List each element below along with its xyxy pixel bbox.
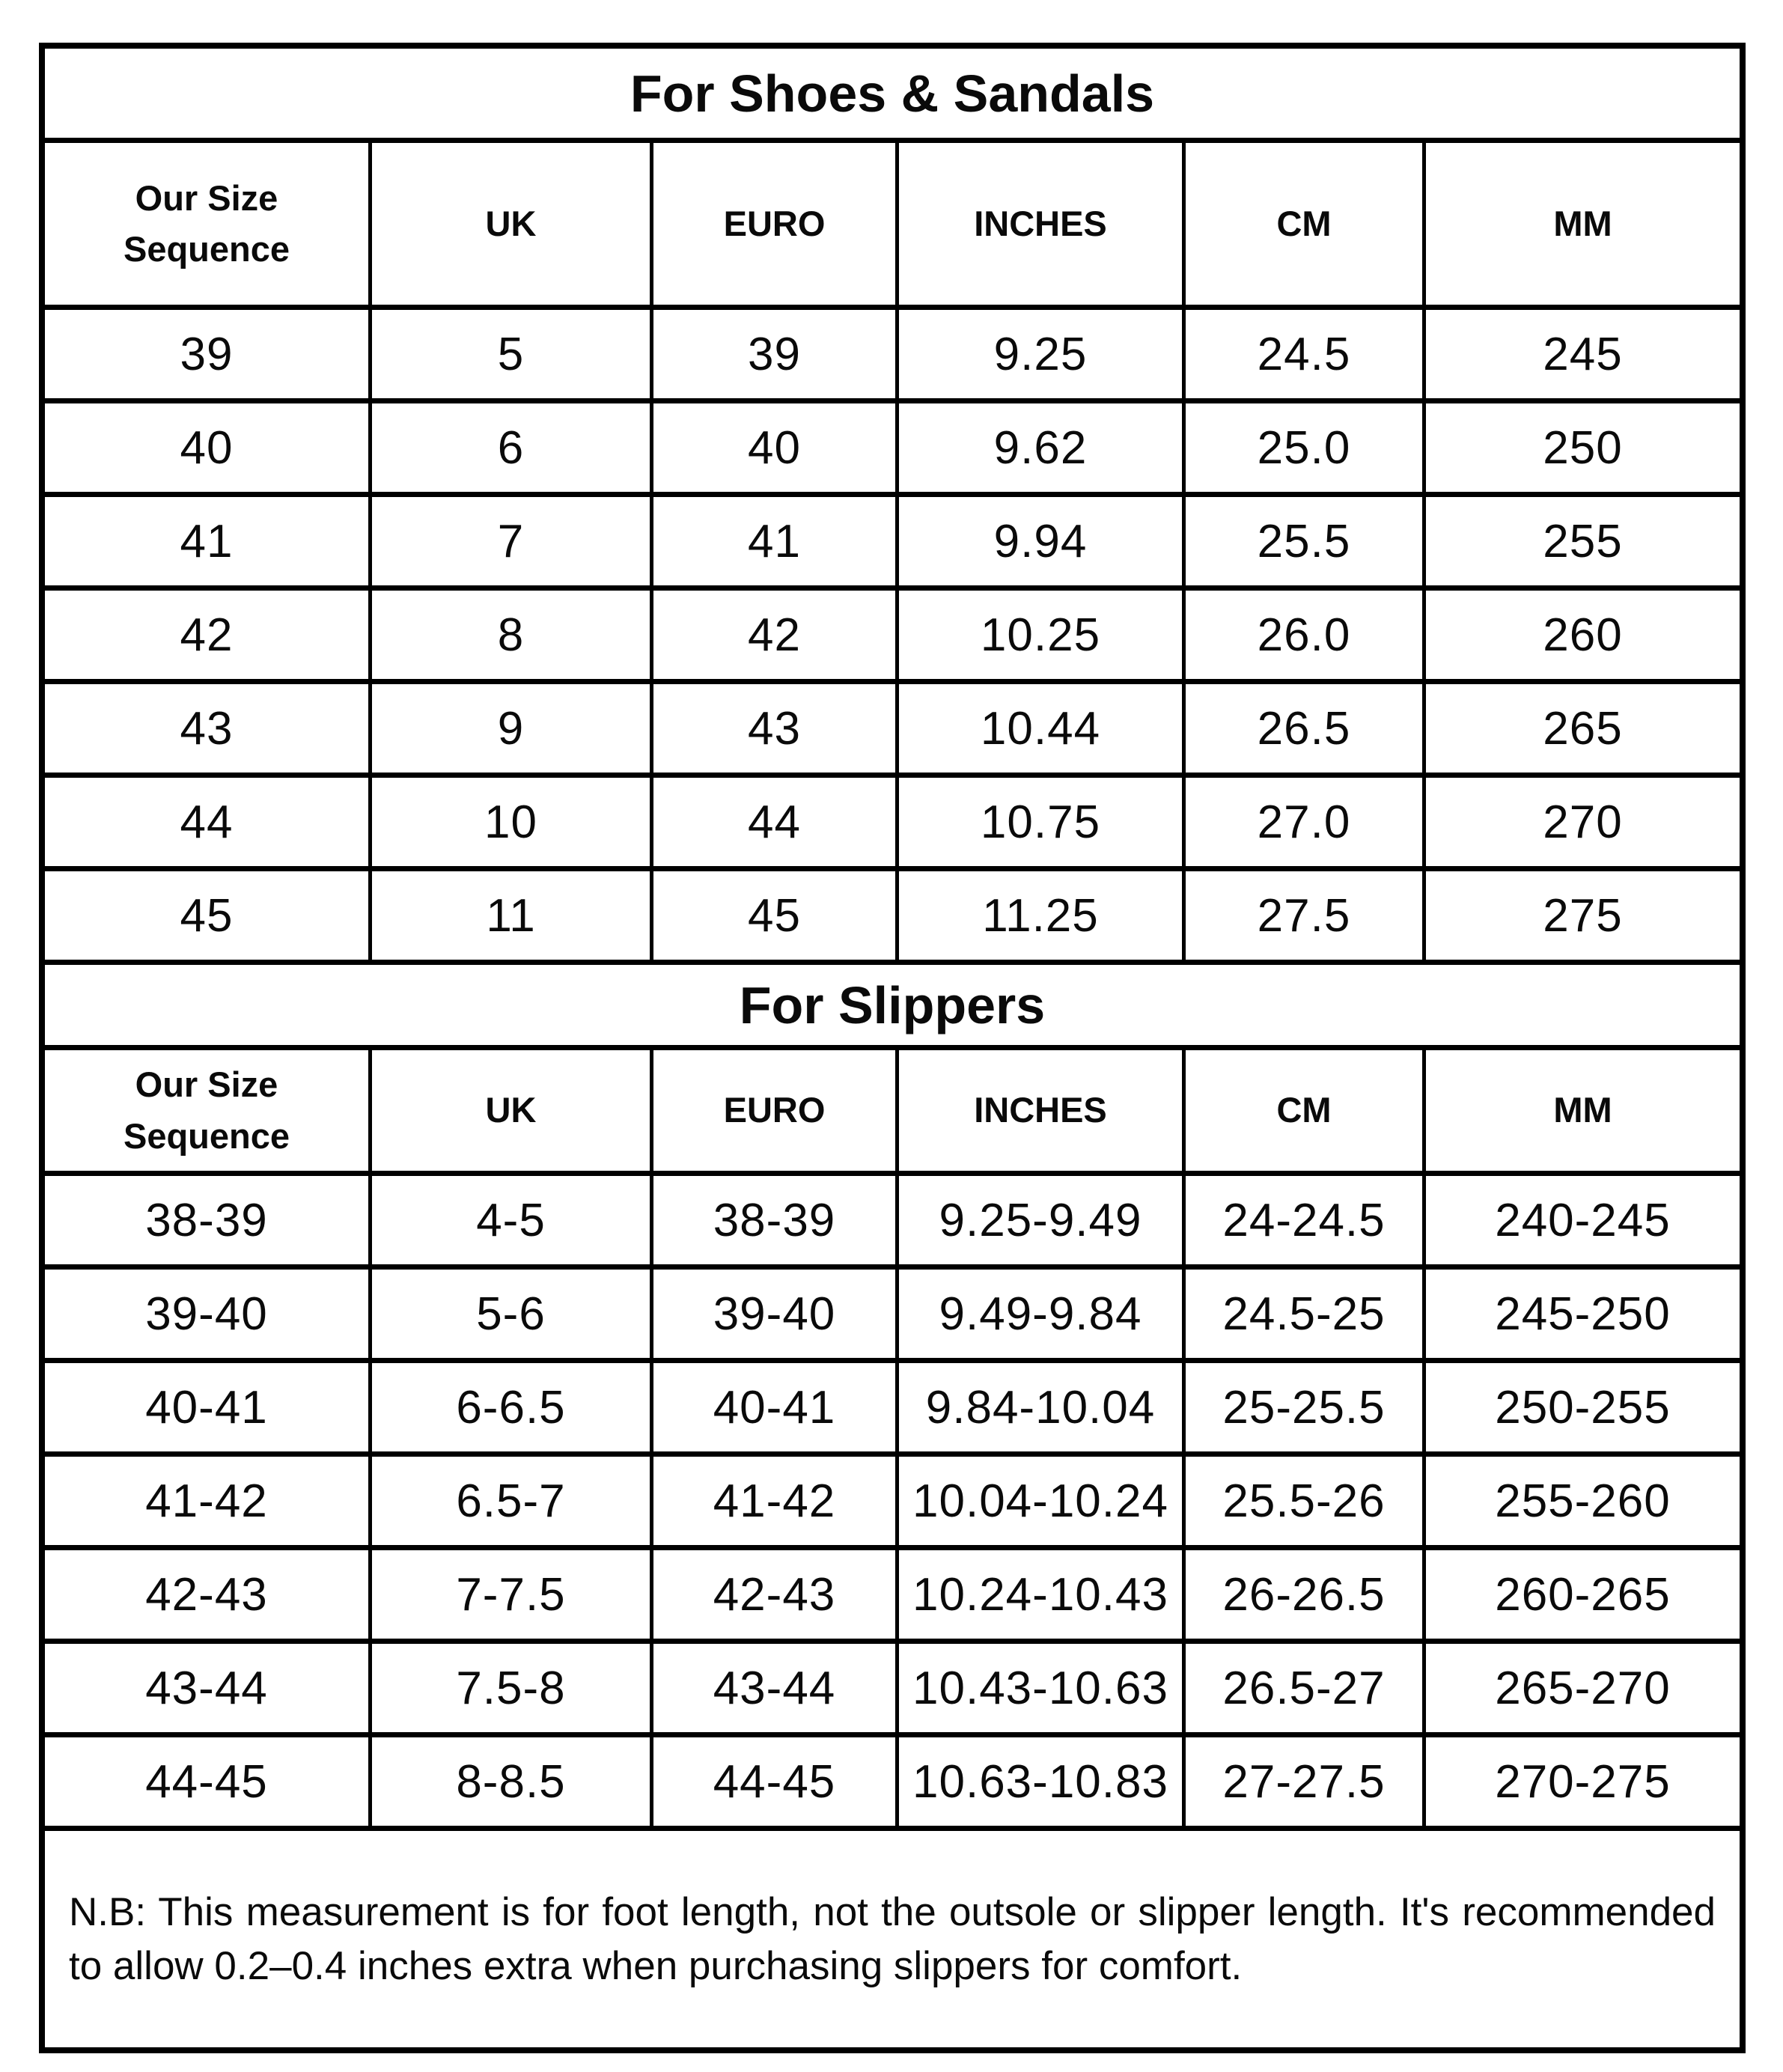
column-header-euro: EURO xyxy=(653,1050,899,1171)
table-cell: 44 xyxy=(653,778,899,866)
table-cell: 26.5 xyxy=(1186,684,1426,773)
table-cell: 39 xyxy=(653,310,899,398)
table-row xyxy=(45,1550,1740,1644)
table-cell: 44-45 xyxy=(653,1737,899,1826)
table-cell: 40-41 xyxy=(653,1363,899,1451)
table-cell: 44 xyxy=(45,778,372,866)
column-header-uk: UK xyxy=(372,143,653,305)
table-cell: 7.5-8 xyxy=(372,1644,653,1732)
table-cell: 43-44 xyxy=(45,1644,372,1732)
table-cell: 25.5-26 xyxy=(1186,1457,1426,1545)
column-header-our-size: Our Size Sequence xyxy=(45,1050,372,1171)
table-cell: 9.49-9.84 xyxy=(899,1270,1186,1358)
table-cell: 40 xyxy=(45,403,372,492)
table-cell: 5 xyxy=(372,310,653,398)
shoes-sandals-header-row xyxy=(45,143,1740,310)
slippers-header-row xyxy=(45,1050,1740,1176)
table-cell: 7 xyxy=(372,497,653,585)
column-header-mm: MM xyxy=(1553,1090,1612,1130)
table-cell: 240-245 xyxy=(1495,1194,1671,1246)
slippers-title: For Slippers xyxy=(739,975,1046,1035)
table-cell: 10.24-10.43 xyxy=(899,1550,1186,1639)
table-cell: 43 xyxy=(653,684,899,773)
table-cell: 25-25.5 xyxy=(1186,1363,1426,1451)
table-cell: 11.25 xyxy=(899,871,1186,960)
table-cell: 27.5 xyxy=(1186,871,1426,960)
table-cell: 8 xyxy=(372,591,653,679)
column-header-euro: EURO xyxy=(653,143,899,305)
table-cell: 41-42 xyxy=(653,1457,899,1545)
shoes-sandals-title-row xyxy=(45,49,1740,143)
table-row xyxy=(45,1737,1740,1831)
table-cell: 10.25 xyxy=(899,591,1186,679)
table-cell: 265 xyxy=(1543,702,1623,755)
table-cell: 26.5-27 xyxy=(1186,1644,1426,1732)
shoes-sandals-title: For Shoes & Sandals xyxy=(630,64,1155,123)
table-cell: 27.0 xyxy=(1186,778,1426,866)
footnote-row xyxy=(45,1831,1740,2047)
column-header-inches: INCHES xyxy=(899,143,1186,305)
table-cell: 39 xyxy=(45,310,372,398)
table-cell: 40 xyxy=(653,403,899,492)
table-cell: 24-24.5 xyxy=(1186,1176,1426,1264)
table-cell: 42 xyxy=(653,591,899,679)
table-cell: 39-40 xyxy=(653,1270,899,1358)
table-cell: 40-41 xyxy=(45,1363,372,1451)
table-cell: 41 xyxy=(653,497,899,585)
table-cell: 44-45 xyxy=(45,1737,372,1826)
table-cell: 8-8.5 xyxy=(372,1737,653,1826)
table-row xyxy=(45,1363,1740,1457)
column-header-cm: CM xyxy=(1186,143,1426,305)
table-cell: 260-265 xyxy=(1495,1568,1671,1621)
table-row xyxy=(45,403,1740,497)
table-cell: 270 xyxy=(1543,796,1623,848)
table-row xyxy=(45,497,1740,591)
table-row xyxy=(45,591,1740,684)
table-cell: 9.94 xyxy=(899,497,1186,585)
table-row xyxy=(45,310,1740,403)
table-cell: 250-255 xyxy=(1495,1381,1671,1433)
table-cell: 255 xyxy=(1543,515,1623,567)
table-row xyxy=(45,1644,1740,1737)
table-cell: 9.84-10.04 xyxy=(899,1363,1186,1451)
table-cell: 24.5-25 xyxy=(1186,1270,1426,1358)
column-header-mm: MM xyxy=(1553,203,1612,243)
table-cell: 250 xyxy=(1543,421,1623,474)
table-cell: 41-42 xyxy=(45,1457,372,1545)
table-cell: 10 xyxy=(372,778,653,866)
table-row xyxy=(45,1176,1740,1270)
table-cell: 24.5 xyxy=(1186,310,1426,398)
table-cell: 255-260 xyxy=(1495,1475,1671,1527)
table-row xyxy=(45,778,1740,871)
slippers-title-row xyxy=(45,965,1740,1050)
table-cell: 26.0 xyxy=(1186,591,1426,679)
table-cell: 245 xyxy=(1543,328,1623,380)
table-cell: 245-250 xyxy=(1495,1288,1671,1340)
table-cell: 10.43-10.63 xyxy=(899,1644,1186,1732)
table-row xyxy=(45,1270,1740,1363)
table-cell: 39-40 xyxy=(45,1270,372,1358)
table-cell: 9.62 xyxy=(899,403,1186,492)
table-cell: 25.5 xyxy=(1186,497,1426,585)
table-cell: 275 xyxy=(1543,889,1623,942)
table-cell: 42-43 xyxy=(653,1550,899,1639)
table-cell: 43 xyxy=(45,684,372,773)
table-cell: 265-270 xyxy=(1495,1662,1671,1714)
table-row xyxy=(45,1457,1740,1550)
table-cell: 4-5 xyxy=(372,1176,653,1264)
table-cell: 45 xyxy=(45,871,372,960)
table-cell: 10.04-10.24 xyxy=(899,1457,1186,1545)
table-row xyxy=(45,684,1740,778)
column-header-cm: CM xyxy=(1186,1050,1426,1171)
table-cell: 9 xyxy=(372,684,653,773)
table-cell: 42-43 xyxy=(45,1550,372,1639)
table-cell: 10.63-10.83 xyxy=(899,1737,1186,1826)
table-cell: 270-275 xyxy=(1495,1755,1671,1808)
table-cell: 10.44 xyxy=(899,684,1186,773)
column-header-inches: INCHES xyxy=(899,1050,1186,1171)
table-cell: 42 xyxy=(45,591,372,679)
table-cell: 6 xyxy=(372,403,653,492)
column-header-uk: UK xyxy=(372,1050,653,1171)
table-cell: 27-27.5 xyxy=(1186,1737,1426,1826)
table-row xyxy=(45,871,1740,965)
table-cell: 260 xyxy=(1543,609,1623,661)
footnote-text: N.B: This measurement is for foot length, not the outsole or slipper length. It's recommended to allow 0.2–0.4 inches extra when purchasing slippers for comfort. xyxy=(69,1889,1716,1988)
table-cell: 5-6 xyxy=(372,1270,653,1358)
table-cell: 26-26.5 xyxy=(1186,1550,1426,1639)
table-cell: 25.0 xyxy=(1186,403,1426,492)
table-cell: 11 xyxy=(372,871,653,960)
table-cell: 6.5-7 xyxy=(372,1457,653,1545)
table-cell: 10.75 xyxy=(899,778,1186,866)
column-header-our-size: Our Size Sequence xyxy=(45,143,372,305)
table-cell: 9.25-9.49 xyxy=(899,1176,1186,1264)
table-cell: 38-39 xyxy=(653,1176,899,1264)
table-cell: 41 xyxy=(45,497,372,585)
table-cell: 45 xyxy=(653,871,899,960)
table-cell: 38-39 xyxy=(45,1176,372,1264)
table-cell: 6-6.5 xyxy=(372,1363,653,1451)
table-cell: 9.25 xyxy=(899,310,1186,398)
size-conversion-chart xyxy=(39,43,1746,2053)
table-cell: 43-44 xyxy=(653,1644,899,1732)
table-cell: 7-7.5 xyxy=(372,1550,653,1639)
